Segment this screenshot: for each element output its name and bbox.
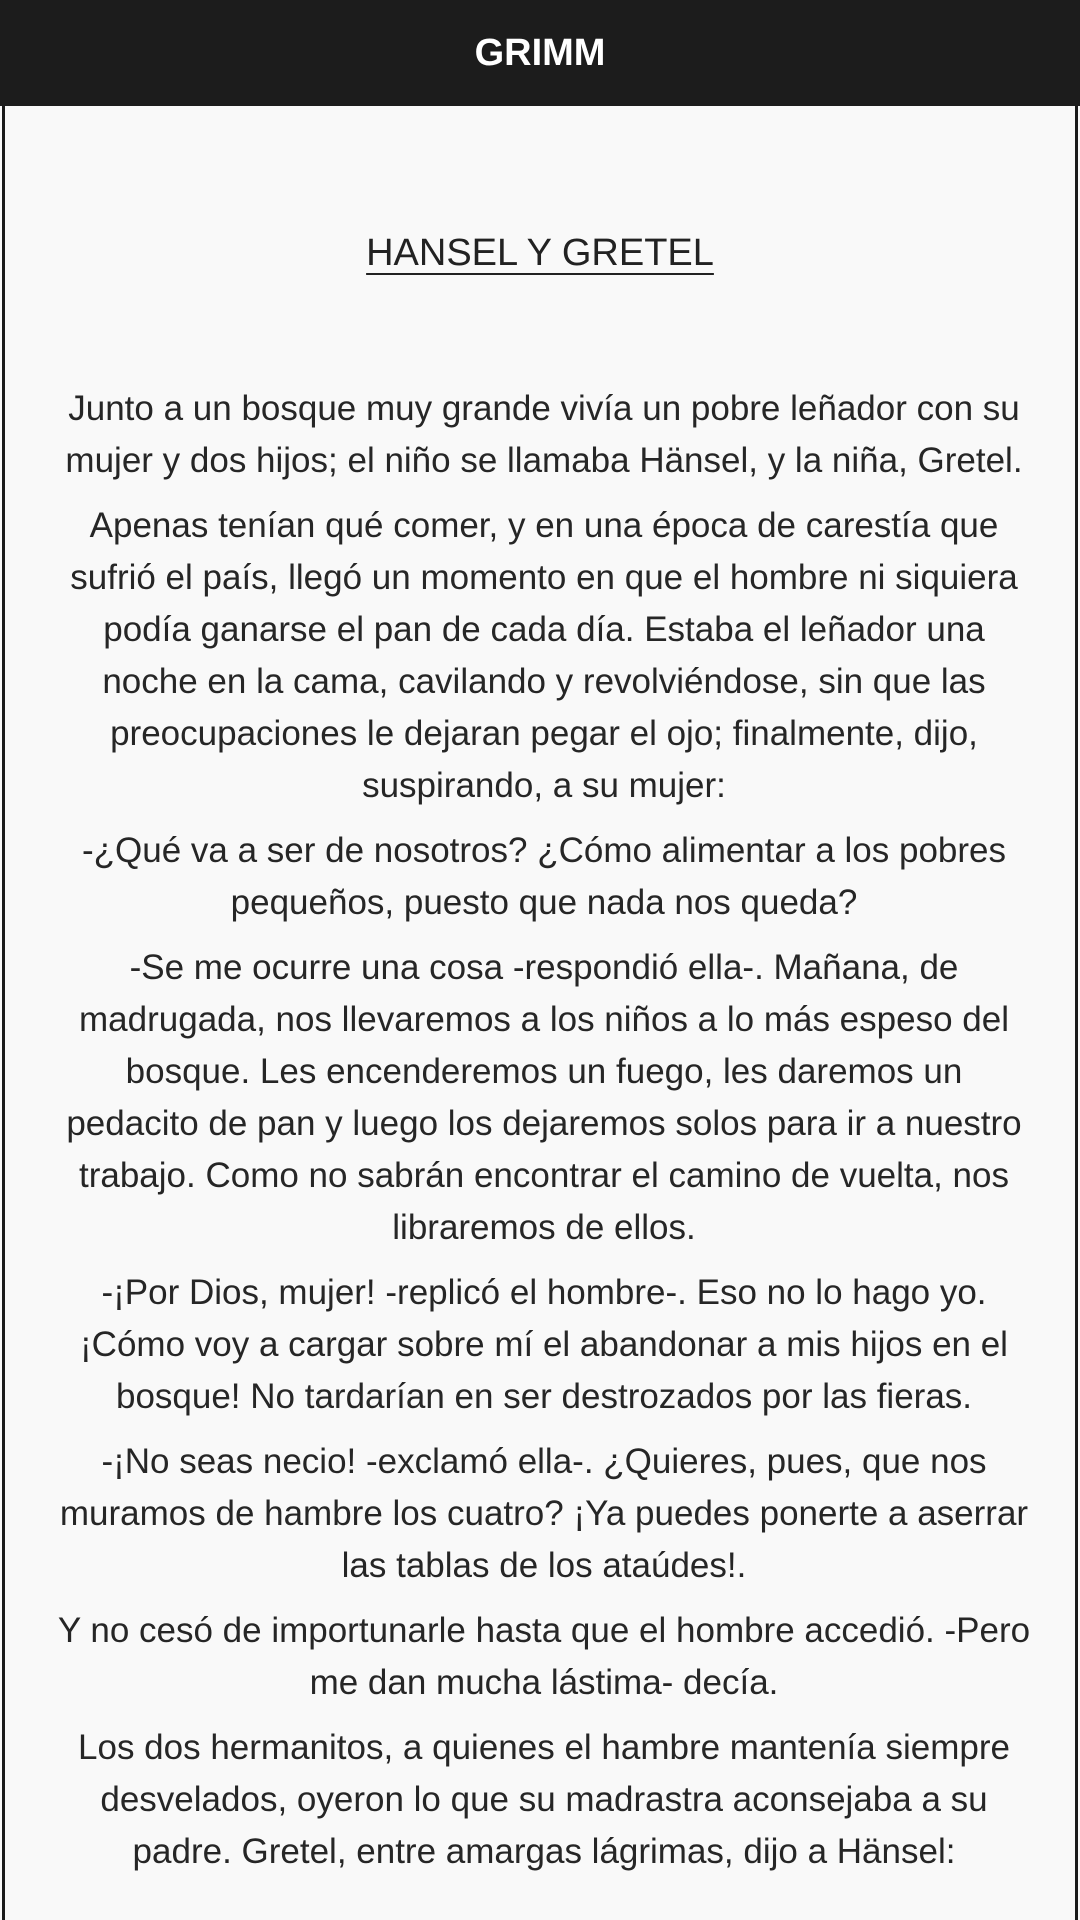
story-paragraph: Y no cesó de importunarle hasta que el hombre accedió. -Pero me dan mucha lástima- decía. [57, 1611, 1031, 1702]
story-paragraph: Apenas tenían qué comer, y en una época de carestía que sufrió el país, llegó un momento en que el hombre ni siquiera podía ganarse el pan de cada día. Estaba el leñador una noche en la cama, cavilando y revolviéndose, sin que las preocupaciones le dejaran pegar el ojo; finalmente, dijo, suspirando, a su mujer: [70, 506, 1018, 805]
story-paragraph: -¡Por Dios, mujer! -replicó el hombre-. Eso no lo hago yo. ¡Cómo voy a cargar sobre mí el abandonar a mis hijos en el bosque! No tardarían en ser destrozados por las fieras. [80, 1273, 1008, 1416]
story-paragraph: -Se me ocurre una cosa -respondió ella-. Mañana, de madrugada, nos llevaremos a los niños a lo más espeso del bosque. Les encenderemos un fuego, les daremos un pedacito de pan y luego los dejaremos solos para ir a nuestro trabajo. Como no sabrán encontrar el camino de vuelta, nos libraremos de ellos. [66, 948, 1022, 1247]
story-paragraph: -¿Qué va a ser de nosotros? ¿Cómo alimentar a los pobres pequeños, puesto que nada nos queda? [81, 831, 1007, 922]
story-paragraph: Junto a un bosque muy grande vivía un pobre leñador con su mujer y dos hijos; el niño se llamaba Hänsel, y la niña, Gretel. [65, 389, 1023, 480]
story-paragraph: -¡No seas necio! -exclamó ella-. ¿Quieres, pues, que nos muramos de hambre los cuatro? ¡Ya puedes ponerte a aserrar las tablas de los ataúdes!. [59, 1442, 1029, 1585]
story-content[interactable] [2, 106, 1078, 1920]
app-title: GRIMM [474, 31, 606, 74]
story-title: HANSEL Y GRETEL [366, 232, 714, 274]
app-header [0, 0, 1080, 106]
story-paragraph: Los dos hermanitos, a quienes el hambre mantenía siempre desvelados, oyeron lo que su madrastra aconsejaba a su padre. Gretel, entre amargas lágrimas, dijo a Hänsel: [78, 1728, 1010, 1871]
story-body [55, 383, 1033, 1891]
